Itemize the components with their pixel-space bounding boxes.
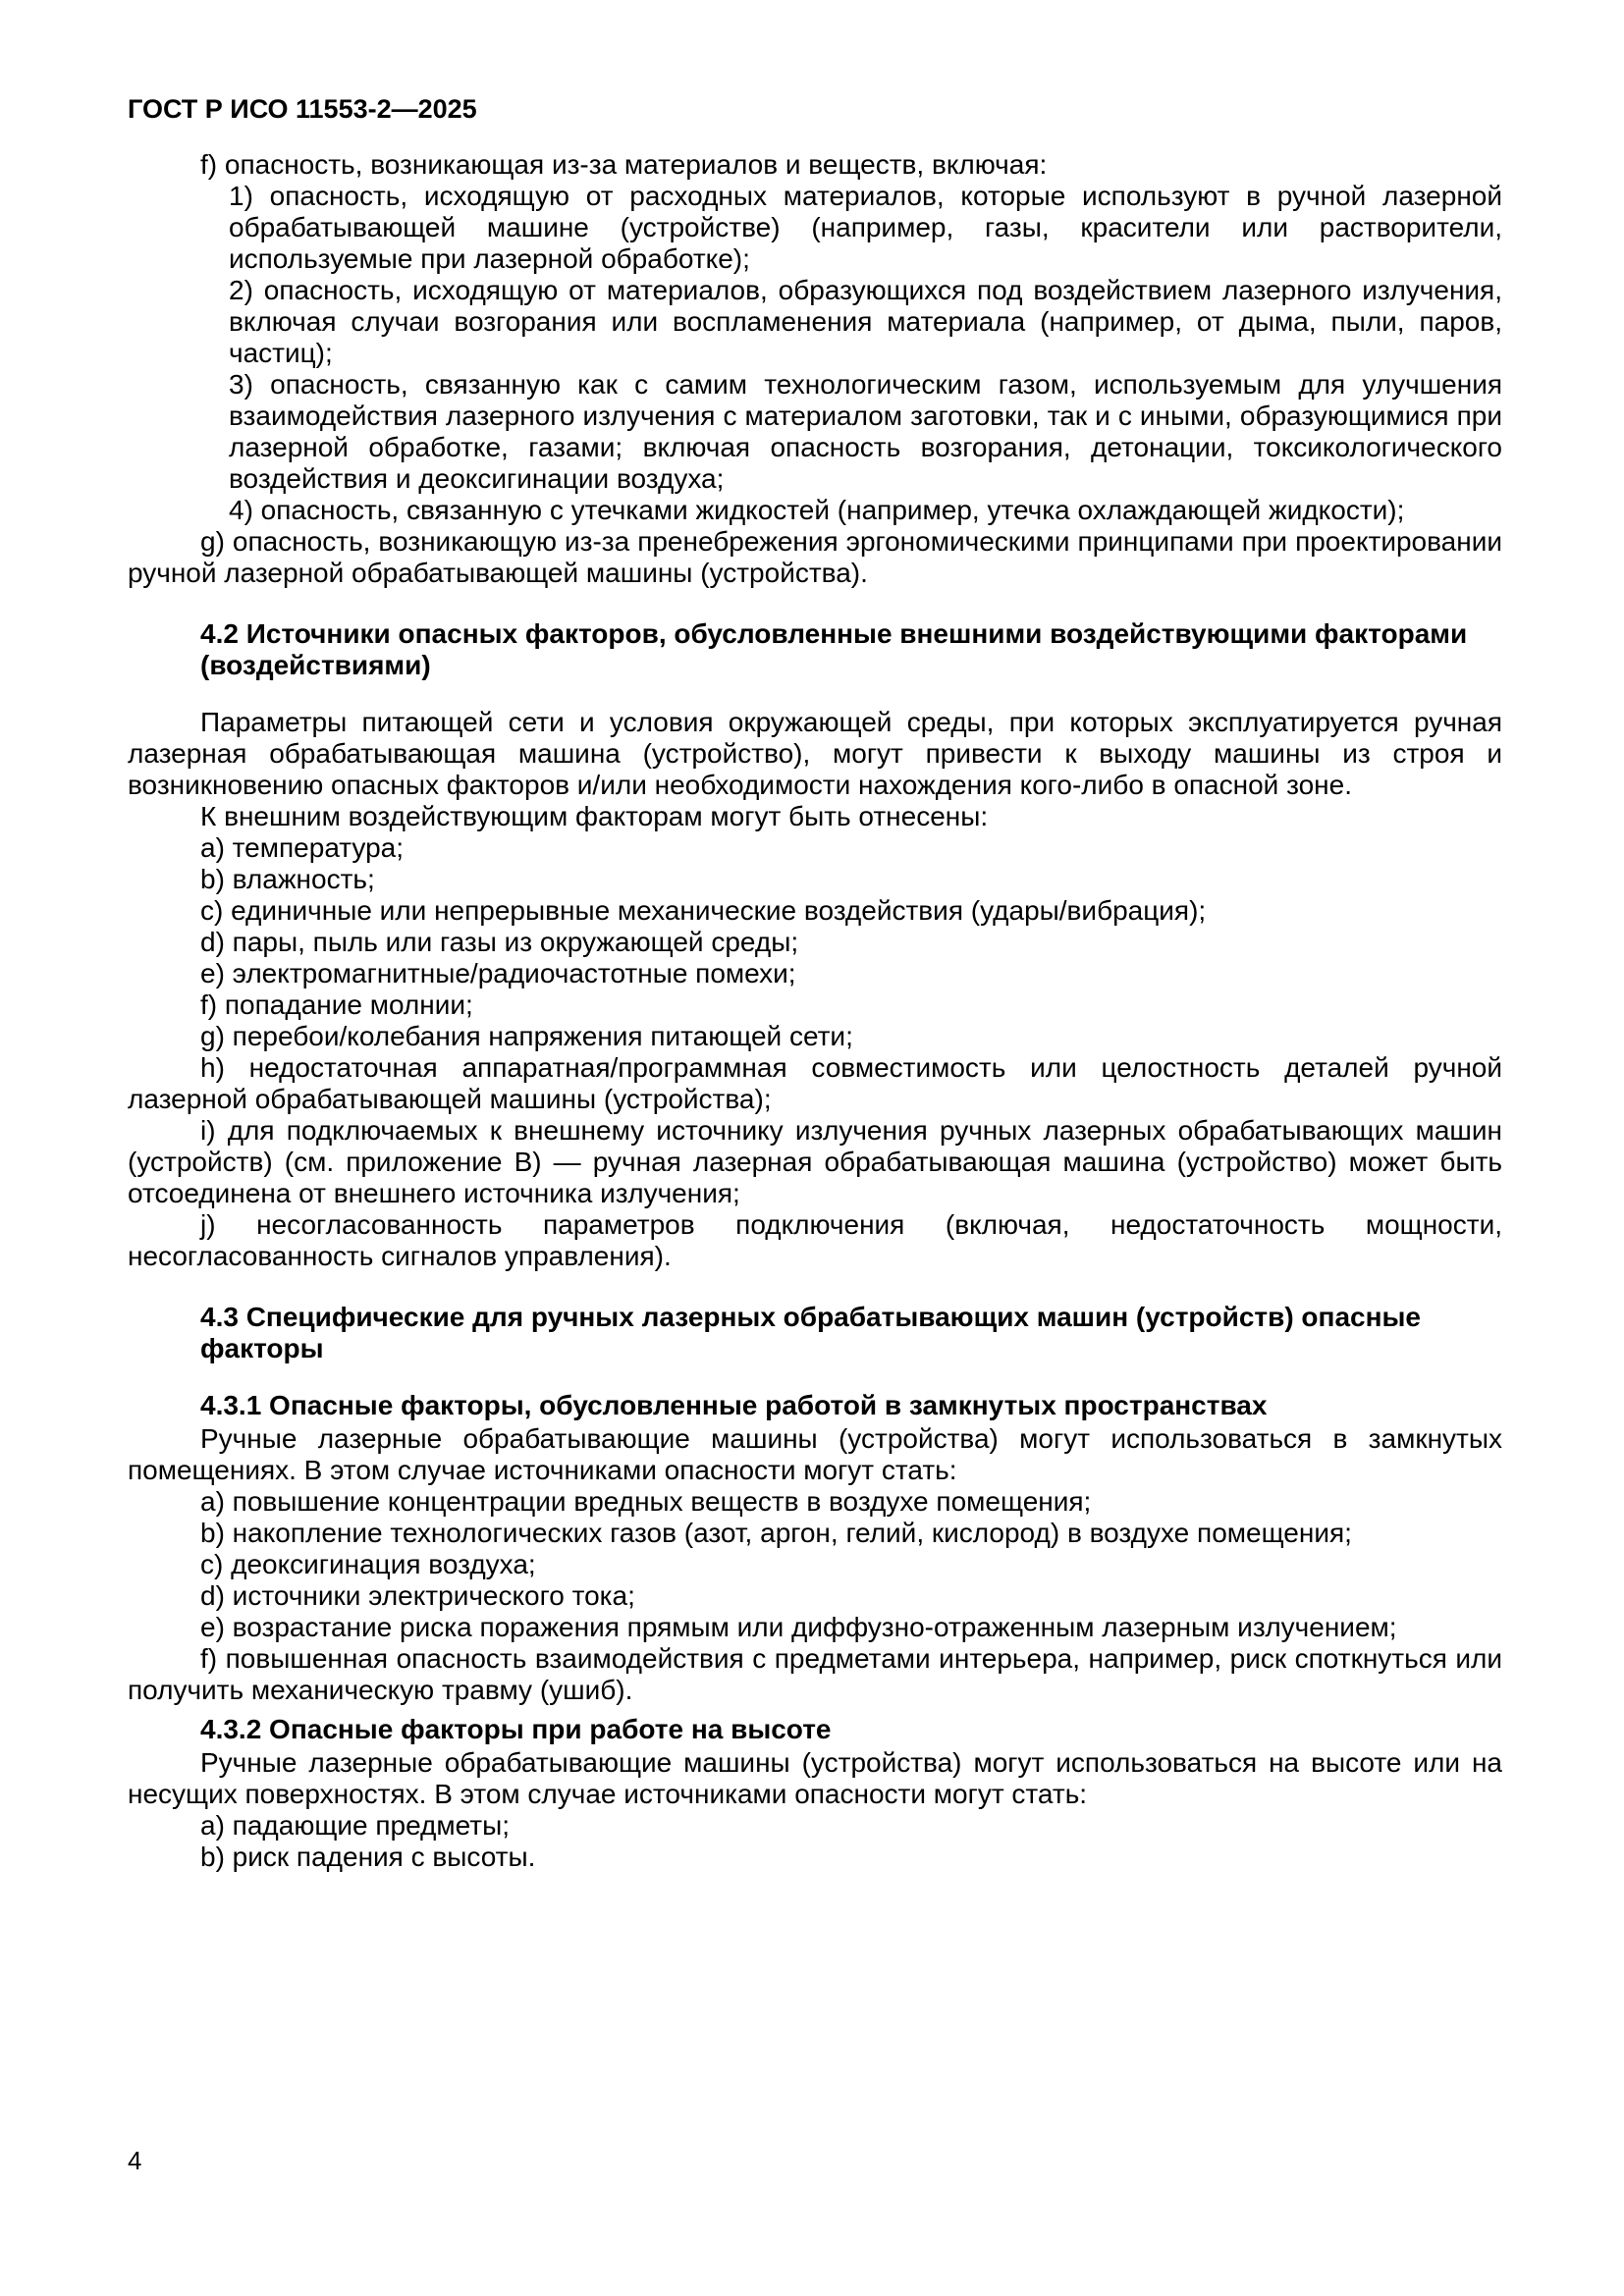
list-item: b) влажность; — [200, 864, 375, 894]
section-heading: 4.3 Специфические для ручных лазерных обрабатывающих машин (устройств) опасные факторы — [200, 1302, 1421, 1363]
document-content — [128, 149, 1502, 1873]
list-item: c) единичные или непрерывные механические воздействия (удары/вибрация); — [200, 895, 1207, 926]
list-item: 4) опасность, связанную с утечками жидкостей (например, утечка охлаждающей жидкости); — [229, 495, 1405, 525]
paragraph: Параметры питающей сети и условия окружающей среды, при которых эксплуатируется ручная лазерная обрабатывающая машина (устройство), могут привести к выходу машины из строя и возникновению опасных факторов и/или необходимости нахождения кого-либо в опасной зоне. — [128, 707, 1502, 800]
list-item: f) повышенная опасность взаимодействия с предметами интерьера, например, риск споткнуться или получить механическую травму (ушиб). — [128, 1643, 1502, 1705]
list-item: 2) опасность, исходящую от материалов, образующихся под воздействием лазерного излучения, включая случаи возгорания или воспламенения материала (например, от дыма, пыли, паров, частиц); — [229, 275, 1502, 368]
list-item: j) несогласованность параметров подключения (включая, недостаточность мощности, несогласованность сигналов управления). — [128, 1209, 1502, 1271]
paragraph: К внешним воздействующим факторам могут быть отнесены: — [200, 801, 989, 831]
list-item: 1) опасность, исходящую от расходных материалов, которые используют в ручной лазерной обрабатывающей машине (устройстве) (например, газы, красители или растворители, используемые при лазерной обработке); — [229, 181, 1502, 274]
section-heading: 4.3.2 Опасные факторы при работе на высоте — [200, 1714, 832, 1744]
list-item: b) накопление технологических газов (азот, аргон, гелий, кислород) в воздухе помещения; — [200, 1518, 1352, 1548]
list-item: c) деоксигинация воздуха; — [200, 1549, 536, 1579]
list-item: d) источники электрического тока; — [200, 1580, 635, 1611]
list-item: a) температура; — [200, 832, 405, 863]
list-item: 3) опасность, связанную как с самим технологическим газом, используемым для улучшения взаимодействия лазерного излучения с материалом заготовки, так и с иными, образующимися при лазерной обработке, газами; включая опасность возгорания, детонации, токсикологического воздействия и деоксигинации воздуха; — [229, 369, 1502, 494]
list-item: g) опасность, возникающую из-за пренебрежения эргономическими принципами при проектировании ручной лазерной обрабатывающей машины (устройства). — [128, 526, 1502, 588]
section-heading: 4.2 Источники опасных факторов, обусловленные внешними воздействующими факторами (воздействиями) — [200, 618, 1468, 680]
page-number: 4 — [128, 2146, 142, 2175]
list-item: e) возрастание риска поражения прямым или диффузно-отраженным лазерным излучением; — [200, 1612, 1397, 1642]
section-heading: 4.3.1 Опасные факторы, обусловленные работой в замкнутых пространствах — [200, 1390, 1268, 1420]
list-item: g) перебои/колебания напряжения питающей сети; — [200, 1021, 853, 1051]
list-item: e) электромагнитные/радиочастотные помехи; — [200, 958, 796, 988]
document-header: ГОСТ Р ИСО 11553-2—2025 — [128, 94, 477, 124]
paragraph: Ручные лазерные обрабатывающие машины (устройства) могут использоваться на высоте или на несущих поверхностях. В этом случае источниками опасности могут стать: — [128, 1747, 1502, 1809]
list-item: a) повышение концентрации вредных веществ в воздухе помещения; — [200, 1486, 1092, 1517]
list-item: i) для подключаемых к внешнему источнику излучения ручных лазерных обрабатывающих машин (устройств) (см. приложение B) — ручная лазерная обрабатывающая машина (устройство) может быть отсоединена от внешнего источника излучения; — [128, 1115, 1502, 1208]
list-item: f) попадание молнии; — [200, 989, 473, 1020]
list-item: d) пары, пыль или газы из окружающей среды; — [200, 927, 799, 957]
list-item: h) недостаточная аппаратная/программная совместимость или целостность деталей ручной лазерной обрабатывающей машины (устройства); — [128, 1052, 1502, 1114]
list-item: b) риск падения с высоты. — [200, 1842, 536, 1872]
list-item: a) падающие предметы; — [200, 1810, 510, 1841]
list-item: f) опасность, возникающая из-за материалов и веществ, включая: — [200, 149, 1048, 180]
paragraph: Ручные лазерные обрабатывающие машины (устройства) могут использоваться в замкнутых помещениях. В этом случае источниками опасности могут стать: — [128, 1423, 1502, 1485]
